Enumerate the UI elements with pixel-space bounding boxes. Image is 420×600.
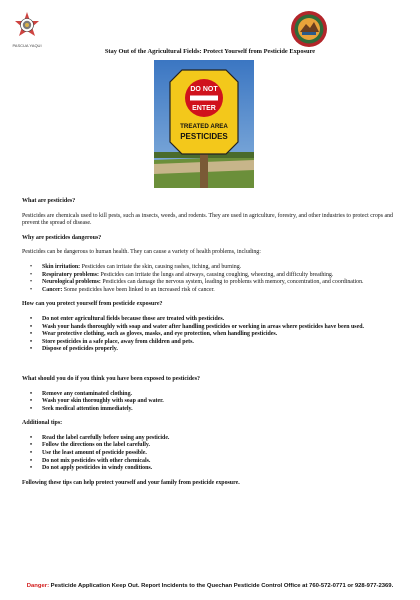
- bullet-icon: •: [30, 450, 33, 457]
- paragraph-why-dangerous: Pesticides can be dangerous to human health. They can cause a variety of health problems, including:: [22, 249, 261, 256]
- left-logo-caption: PASCUA YAQUI: [12, 43, 42, 48]
- danger-footer: [0, 583, 420, 589]
- heading-if-exposed: What should you do if you think you have been exposed to pesticides?: [22, 375, 201, 382]
- bullet-icon: •: [30, 279, 33, 286]
- additional-tips-list: [22, 435, 408, 473]
- list-item: • Respiratory problems: Pesticides can irritate the lungs and airways, causing coughing, wheezing, and difficulty breathing.: [30, 271, 334, 278]
- exposure-steps-list: [22, 391, 408, 414]
- page-title: Stay Out of the Agricultural Fields: Protect Yourself from Pesticide Exposure: [104, 48, 316, 55]
- bullet-icon: •: [30, 398, 33, 405]
- bullet-icon: •: [30, 434, 33, 441]
- bullet-icon: •: [30, 271, 33, 278]
- heading-how-protect: How can you protect yourself from pesticide exposure?: [22, 301, 163, 308]
- danger-label: Danger:: [26, 583, 50, 589]
- sign-text-enter: ENTER: [192, 105, 216, 112]
- heading-what-are-pesticides: What are pesticides?: [22, 198, 76, 204]
- sign-text-treated-area: TREATED AREA: [180, 123, 228, 130]
- document-body: [22, 198, 408, 487]
- list-item: • Wash your hands thoroughly with soap and water after handling pesticides or working in areas where pesticides have been used.: [30, 323, 364, 330]
- list-item: • Dispose of pesticides properly.: [30, 346, 118, 353]
- list-item: • Seek medical attention immediately.: [30, 405, 133, 412]
- danger-footer-text: Pesticide Application Keep Out. Report Incidents to the Quechan Pesticide Control Office at 760-572-0771 or 928-977-2369.: [49, 583, 394, 589]
- bullet-icon: •: [30, 331, 33, 338]
- bullet-icon: •: [30, 315, 33, 322]
- list-item: • Store pesticides in a safe place, away from children and pets.: [30, 338, 194, 345]
- list-item: • Do not enter agricultural fields because those are treated with pesticides.: [30, 315, 225, 322]
- bullet-icon: •: [30, 338, 33, 345]
- closing-statement: Following these tips can help protect yourself and your family from pesticide exposure.: [22, 479, 240, 486]
- bullet-icon: •: [30, 390, 33, 397]
- tribal-seal-logo-right: [290, 10, 328, 48]
- paragraph-what-are-pesticides: Pesticides are chemicals used to kill pests, such as insects, weeds, and rodents. They are used in agriculture, forestry, and other industries to protect crops and prevent the spread of disease.: [22, 212, 394, 227]
- bullet-icon: •: [30, 457, 33, 464]
- list-item: • Use the least amount of pesticide possible.: [30, 450, 147, 457]
- bullet-icon: •: [30, 286, 33, 293]
- bullet-icon: •: [30, 405, 33, 412]
- pesticide-warning-sign-image: [154, 60, 254, 188]
- bullet-icon: •: [30, 442, 33, 449]
- sign-text-do-not: DO NOT: [190, 86, 218, 93]
- list-item: • Cancer: Some pesticides have been linked to an increased risk of cancer.: [30, 286, 215, 293]
- list-item: • Skin irritation: Pesticides can irritate the skin, causing rashes, itching, and burning.: [30, 263, 242, 270]
- tribal-seal-logo-left: [6, 10, 48, 50]
- heading-why-dangerous: Why are pesticides dangerous?: [22, 234, 102, 241]
- list-item: • Do not apply pesticides in windy conditions.: [30, 465, 153, 472]
- list-item: • Wear protective clothing, such as gloves, masks, and eye protection, when handling pesticides.: [30, 331, 278, 338]
- heading-additional-tips: Additional tips:: [22, 420, 63, 427]
- list-item: • Follow the directions on the label carefully.: [30, 442, 150, 449]
- bullet-icon: •: [30, 323, 33, 330]
- protection-list: [22, 316, 408, 354]
- bullet-icon: •: [30, 465, 33, 472]
- list-item: • Remove any contaminated clothing.: [30, 390, 132, 397]
- list-item: • Wash your skin thoroughly with soap and water.: [30, 398, 164, 405]
- bullet-icon: •: [30, 263, 33, 270]
- list-item: • Read the label carefully before using any pesticide.: [30, 434, 170, 441]
- bullet-icon: •: [30, 346, 33, 353]
- list-item: • Neurological problems: Pesticides can damage the nervous system, leading to problems with memory, concentration, and coordination.: [30, 279, 364, 286]
- health-problems-list: [22, 264, 408, 294]
- sign-text-pesticides: PESTICIDES: [180, 132, 228, 141]
- list-item: • Do not mix pesticides with other chemicals.: [30, 457, 151, 464]
